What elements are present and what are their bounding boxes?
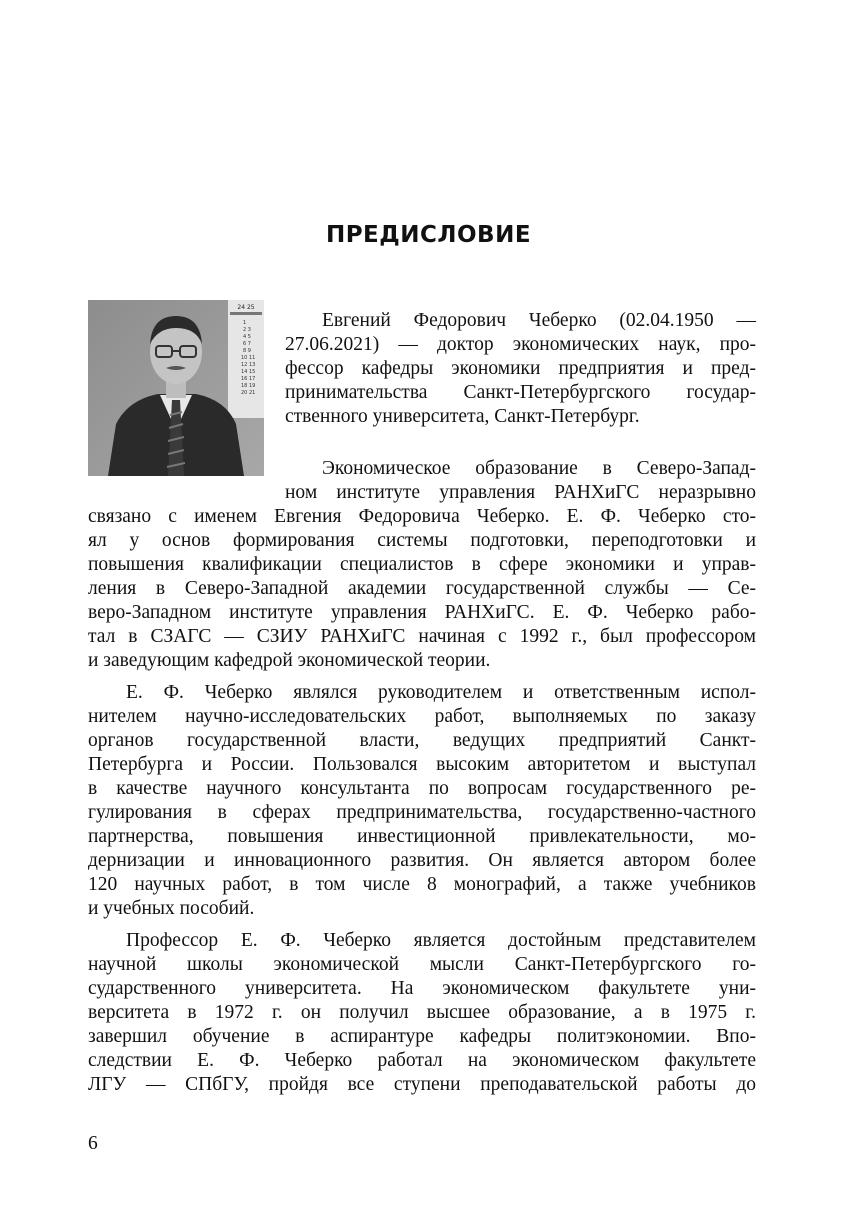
svg-text:6 7: 6 7 <box>243 341 251 347</box>
svg-text:1: 1 <box>243 320 247 326</box>
paragraph-line: ял у основ формирования системы подготовки, переподготовки и <box>88 530 756 551</box>
svg-text:10 11: 10 11 <box>241 355 256 361</box>
paragraph-line: партнерства, повышения инвестиционной привлекательности, мо- <box>88 826 756 847</box>
paragraph-line: Е. Ф. Чеберко являлся руководителем и ответственным испол- <box>126 682 756 703</box>
paragraph-line: Экономическое образование в Северо-Запад- <box>322 458 756 479</box>
paragraph-line: ном институте управления РАНХиГС неразрывно <box>285 482 756 503</box>
paragraph-line: Петербурга и России. Пользовался высоким авторитетом и выступал <box>88 754 756 775</box>
page-number: 6 <box>88 1133 98 1154</box>
paragraph-line: нителем научно-исследовательских работ, выполняемых по заказу <box>88 706 756 727</box>
bio-line: Евгений Федорович Чеберко (02.04.1950 — <box>322 310 756 331</box>
paragraph-line: Профессор Е. Ф. Чеберко является достойным представителем <box>126 930 756 951</box>
paragraph-line: сударственного университета. На экономическом факультете уни- <box>88 978 756 999</box>
paragraph-line: научной школы экономической мысли Санкт-Петербургского го- <box>88 954 756 975</box>
paragraph-line: дернизации и инновационного развития. Он является автором более <box>88 850 756 871</box>
svg-text:24 25: 24 25 <box>237 304 255 311</box>
paragraph-line: и заведующим кафедрой экономической теории. <box>88 650 491 671</box>
paragraph-line: органов государственной власти, ведущих предприятий Санкт- <box>88 730 756 751</box>
svg-text:14 15: 14 15 <box>241 369 256 375</box>
svg-text:2 3: 2 3 <box>243 327 251 333</box>
paragraph-line: следствии Е. Ф. Чеберко работал на экономическом факультете <box>88 1050 756 1071</box>
paragraph-line: завершил обучение в аспирантуре кафедры политэкономии. Впо- <box>88 1026 756 1047</box>
svg-text:4 5: 4 5 <box>243 334 251 340</box>
page-title: ПРЕДИСЛОВИЕ <box>325 222 532 248</box>
svg-text:8 9: 8 9 <box>243 348 251 354</box>
svg-text:18 19: 18 19 <box>241 383 256 389</box>
bio-line: фессор кафедры экономики предприятия и пред- <box>285 358 756 379</box>
bio-line: ственного университета, Санкт-Петербург. <box>285 406 640 427</box>
author-portrait-photo <box>88 300 264 476</box>
svg-text:12 13: 12 13 <box>241 362 256 368</box>
paragraph-line: повышения квалификации специалистов в сфере экономики и управ- <box>88 554 756 575</box>
paragraph-line: ления в Северо-Западной академии государственной службы — Се- <box>88 578 756 599</box>
paragraph-line: в качестве научного консультанта по вопросам государственного ре- <box>88 778 756 799</box>
paragraph-line: и учебных пособий. <box>88 898 255 919</box>
paragraph-line: ЛГУ — СПбГУ, пройдя все ступени преподавательской работы до <box>88 1074 756 1095</box>
bio-line: принимательства Санкт-Петербургского государ- <box>285 382 756 403</box>
paragraph-line: веро-Западном институте управления РАНХиГС. Е. Ф. Чеберко рабо- <box>88 602 756 623</box>
paragraph-line: верситета в 1972 г. он получил высшее образование, а в 1975 г. <box>88 1002 756 1023</box>
bio-line: 27.06.2021) — доктор экономических наук, про- <box>285 334 756 355</box>
svg-text:20 21: 20 21 <box>241 390 256 396</box>
svg-text:16 17: 16 17 <box>241 376 256 382</box>
paragraph-line: 120 научных работ, в том числе 8 монографий, а также учебников <box>88 874 756 895</box>
paragraph-line: тал в СЗАГС — СЗИУ РАНХиГС начиная с 1992 г., был профессором <box>88 626 756 647</box>
paragraph-line: гулирования в сферах предпринимательства, государственно-частного <box>88 802 756 823</box>
paragraph-line: связано с именем Евгения Федоровича Чеберко. Е. Ф. Чеберко сто- <box>88 506 756 527</box>
